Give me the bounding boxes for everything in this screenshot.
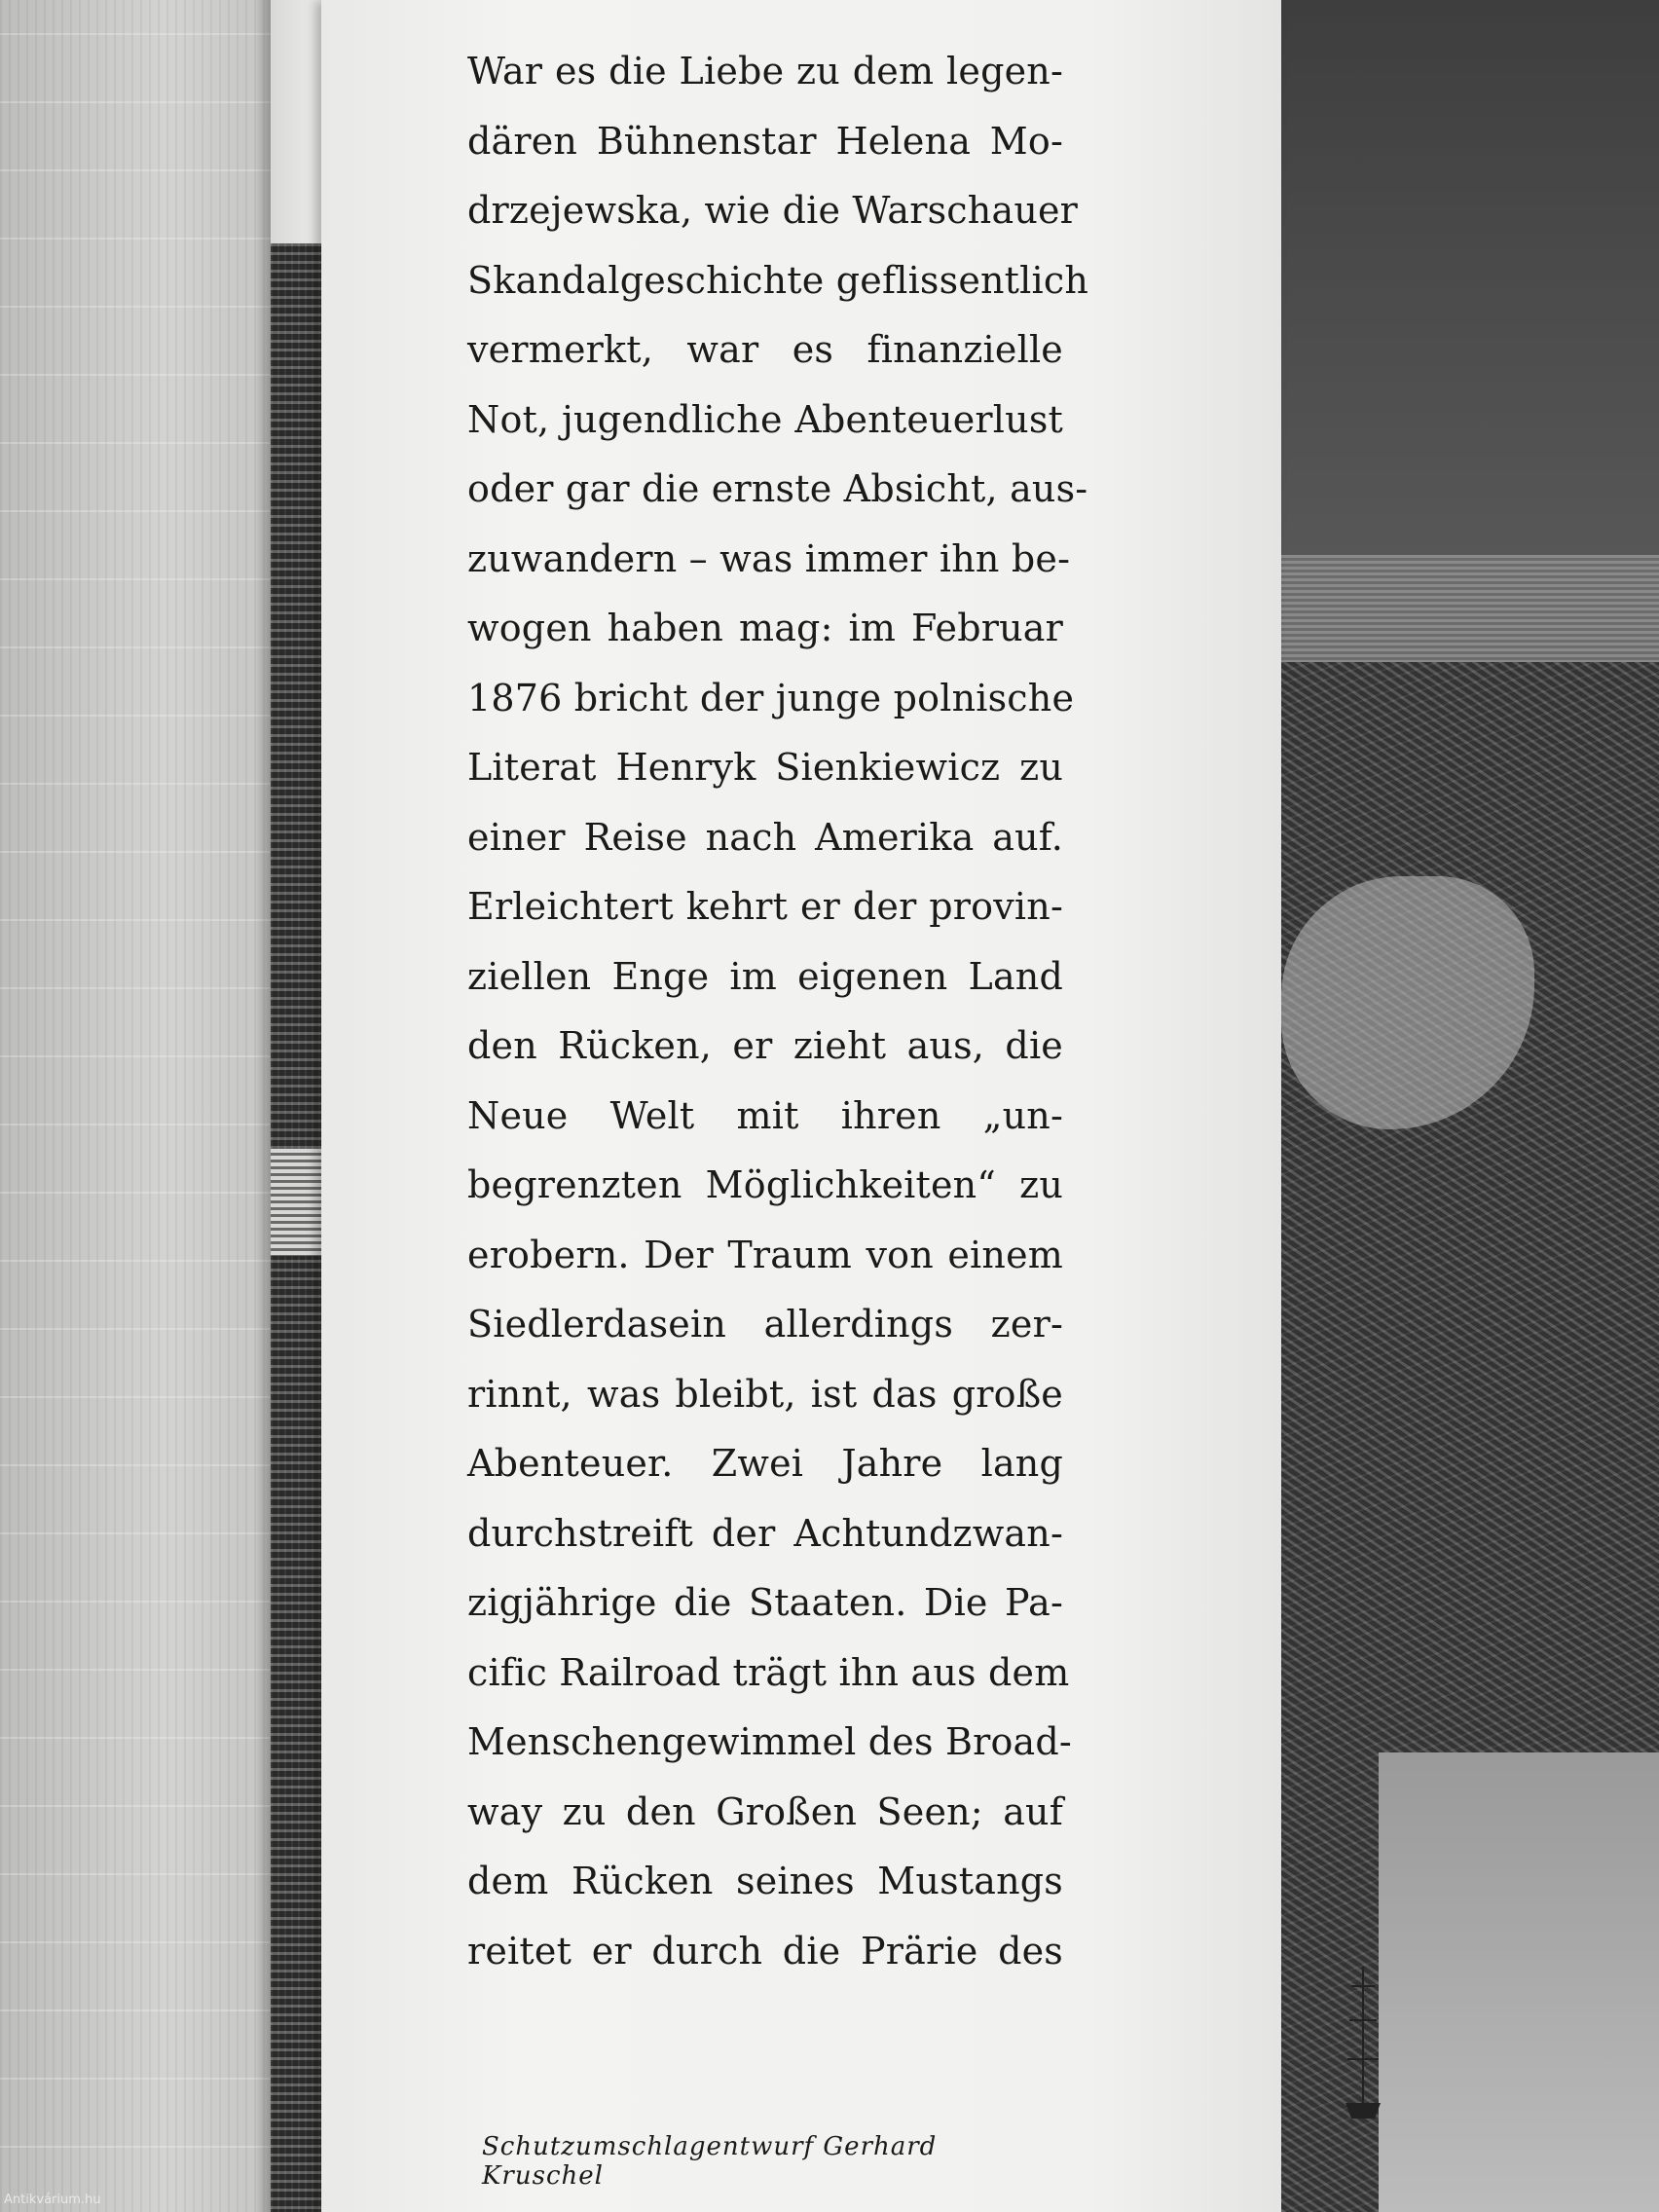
text-line: durchstreift der Achtundzwan- — [467, 1511, 1063, 1555]
text-line: begrenzten Möglichkeiten“ zu — [467, 1163, 1063, 1206]
text-line: dem Rücken seines Mustangs — [467, 1860, 1063, 1902]
text-line: ziellen Enge im eigenen Land — [467, 954, 1063, 998]
text-line: wogen haben mag: im Februar — [467, 607, 1063, 649]
city-engraving-illustration — [1281, 0, 1659, 2212]
body-text — [467, 37, 1089, 1986]
text-line: Abenteuer. Zwei Jahre lang — [467, 1442, 1063, 1485]
text-line: den Rücken, er zieht aus, die — [467, 1024, 1063, 1067]
text-line: Neue Welt mit ihren „un- — [467, 1093, 1063, 1137]
book-page — [321, 0, 1281, 2212]
text-line: reitet er durch die Prärie des — [467, 1929, 1063, 1972]
text-line: Skandalgeschichte geflissentlich — [467, 258, 1089, 302]
watermark: Antikvárium.hu — [4, 2193, 101, 2207]
text-line: einer Reise nach Amerika auf. — [467, 815, 1063, 859]
text-line: dären Bühnenstar Helena Mo- — [467, 119, 1063, 163]
text-line: erobern. Der Traum von einem — [467, 1233, 1063, 1276]
text-line: cific Railroad trägt ihn aus dem — [467, 1650, 1070, 1694]
text-line: Literat Henryk Sienkiewicz zu — [467, 746, 1063, 789]
text-line: zuwandern – was immer ihn be- — [467, 536, 1071, 580]
text-line: zigjährige die Staaten. Die Pa- — [467, 1581, 1063, 1624]
wood-surface — [0, 0, 277, 2212]
cover-design-credit: Schutzumschlagentwurf Gerhard Kruschel — [482, 2132, 938, 2191]
sailing-ship-icon — [1344, 1967, 1382, 2122]
text-line: Siedlerdasein allerdings zer- — [467, 1303, 1063, 1346]
engraving-river — [1379, 1752, 1659, 2212]
text-line: oder gar die ernste Absicht, aus- — [467, 467, 1088, 510]
text-line: 1876 bricht der junge polnische — [467, 676, 1075, 719]
engraving-harbor-water — [1281, 555, 1659, 672]
engraving-dark-area — [1281, 0, 1659, 574]
text-line: Not, jugendliche Abenteuerlust — [467, 397, 1063, 441]
text-line: rinnt, was bleibt, ist das große — [467, 1372, 1063, 1416]
text-line: War es die Liebe zu dem legen- — [467, 50, 1063, 92]
left-engraving-band — [271, 1149, 321, 1256]
text-line: Erleichtert kehrt er der provin- — [467, 885, 1063, 928]
text-line: vermerkt, war es finanzielle — [467, 328, 1063, 371]
page-edge — [271, 0, 321, 243]
text-line: Menschengewimmel des Broad- — [467, 1720, 1072, 1763]
text-line: way zu den Großen Seen; auf — [467, 1789, 1063, 1833]
text-line: drzejewska, wie die Warschauer — [467, 189, 1079, 232]
